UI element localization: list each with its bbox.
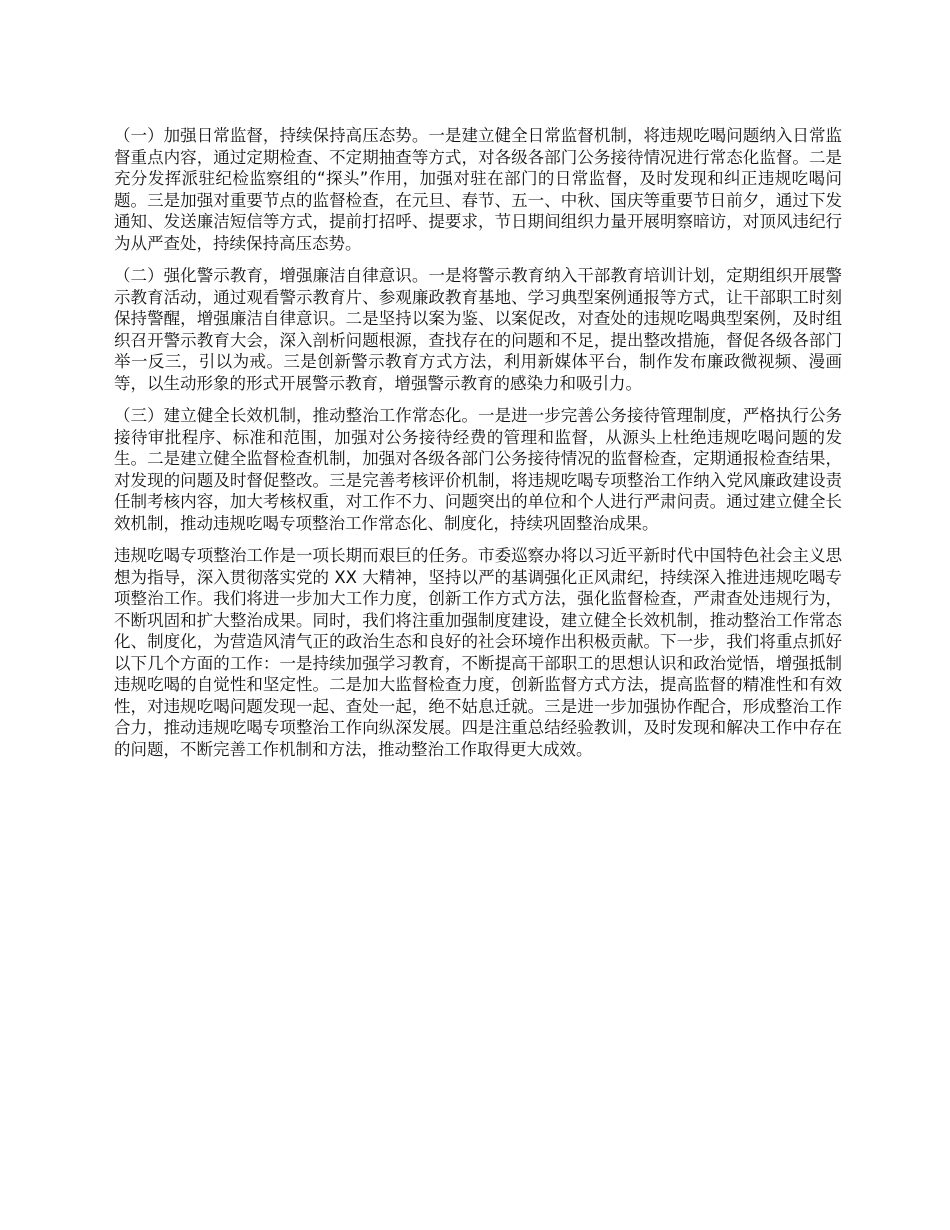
paragraph-conclusion: 违规吃喝专项整治工作是一项长期而艰巨的任务。市委巡察办将以习近平新时代中国特色社会主义思想为指导，深入贯彻落实党的 XX 大精神，坚持以严的基调强化正风肃纪，持续深入推进违规吃喝专项整治工作。我们将进一步加大工作力度，创新工作方式方法，强化监督检查，严肃查处违规行为，不断巩固和扩大整治成果。同时，我们将注重加强制度建设，建立健全长效机制，推动整治工作常态化、制度化，为营造风清气正的政治生态和良好的社会环境作出积极贡献。下一步，我们将重点抓好以下几个方面的工作：一是持续加强学习教育，不断提高干部职工的思想认识和政治觉悟，增强抵制违规吃喝的自觉性和坚定性。二是加大监督检查力度，创新监督方式方法，提高监督的精准性和有效性，对违规吃喝问题发现一起、查处一起，绝不姑息迁就。三是进一步加强协作配合，形成整治工作合力，推动违规吃喝专项整治工作向纵深发展。四是注重总结经验教训，及时发现和解决工作中存在的问题，不断完善工作机制和方法，推动整治工作取得更大成效。 (114, 546, 842, 759)
paragraph-daily-supervision: （一）加强日常监督，持续保持高压态势。一是建立健全日常监督机制，将违规吃喝问题纳入日常监督重点内容，通过定期检查、不定期抽查等方式，对各级各部门公务接待情况进行常态化监督。二是充分发挥派驻纪检监察组的“探头”作用，加强对驻在部门的日常监督，及时发现和纠正违规吃喝问题。三是加强对重要节点的监督检查，在元旦、春节、五一、中秋、国庆等重要节日前夕，通过下发通知、发送廉洁短信等方式，提前打招呼、提要求，节日期间组织力量开展明察暗访，对顶风违纪行为从严查处，持续保持高压态势。 (114, 126, 842, 253)
document-body (114, 125, 842, 771)
paragraph-long-term-mechanism: （三）建立健全长效机制，推动整治工作常态化。一是进一步完善公务接待管理制度，严格执行公务接待审批程序、标准和范围，加强对公务接待经费的管理和监督，从源头上杜绝违规吃喝问题的发生。二是建立健全监督检查机制，加强对各级各部门公务接待情况的监督检查，定期通报检查结果，对发现的问题及时督促整改。三是完善考核评价机制，将违规吃喝专项整治工作纳入党风廉政建设责任制考核内容，加大考核权重，对工作不力、问题突出的单位和个人进行严肃问责。通过建立健全长效机制，推动违规吃喝专项整治工作常态化、制度化，持续巩固整治成果。 (114, 406, 842, 533)
paragraph-warning-education: （二）强化警示教育，增强廉洁自律意识。一是将警示教育纳入干部教育培训计划，定期组织开展警示教育活动，通过观看警示教育片、参观廉政教育基地、学习典型案例通报等方式，让干部职工时刻保持警醒，增强廉洁自律意识。二是坚持以案为鉴、以案促改，对查处的违规吃喝典型案例，及时组织召开警示教育大会，深入剖析问题根源，查找存在的问题和不足，提出整改措施，督促各级各部门举一反三，引以为戒。三是创新警示教育方式方法，利用新媒体平台，制作发布廉政微视频、漫画等，以生动形象的形式开展警示教育，增强警示教育的感染力和吸引力。 (114, 266, 842, 393)
